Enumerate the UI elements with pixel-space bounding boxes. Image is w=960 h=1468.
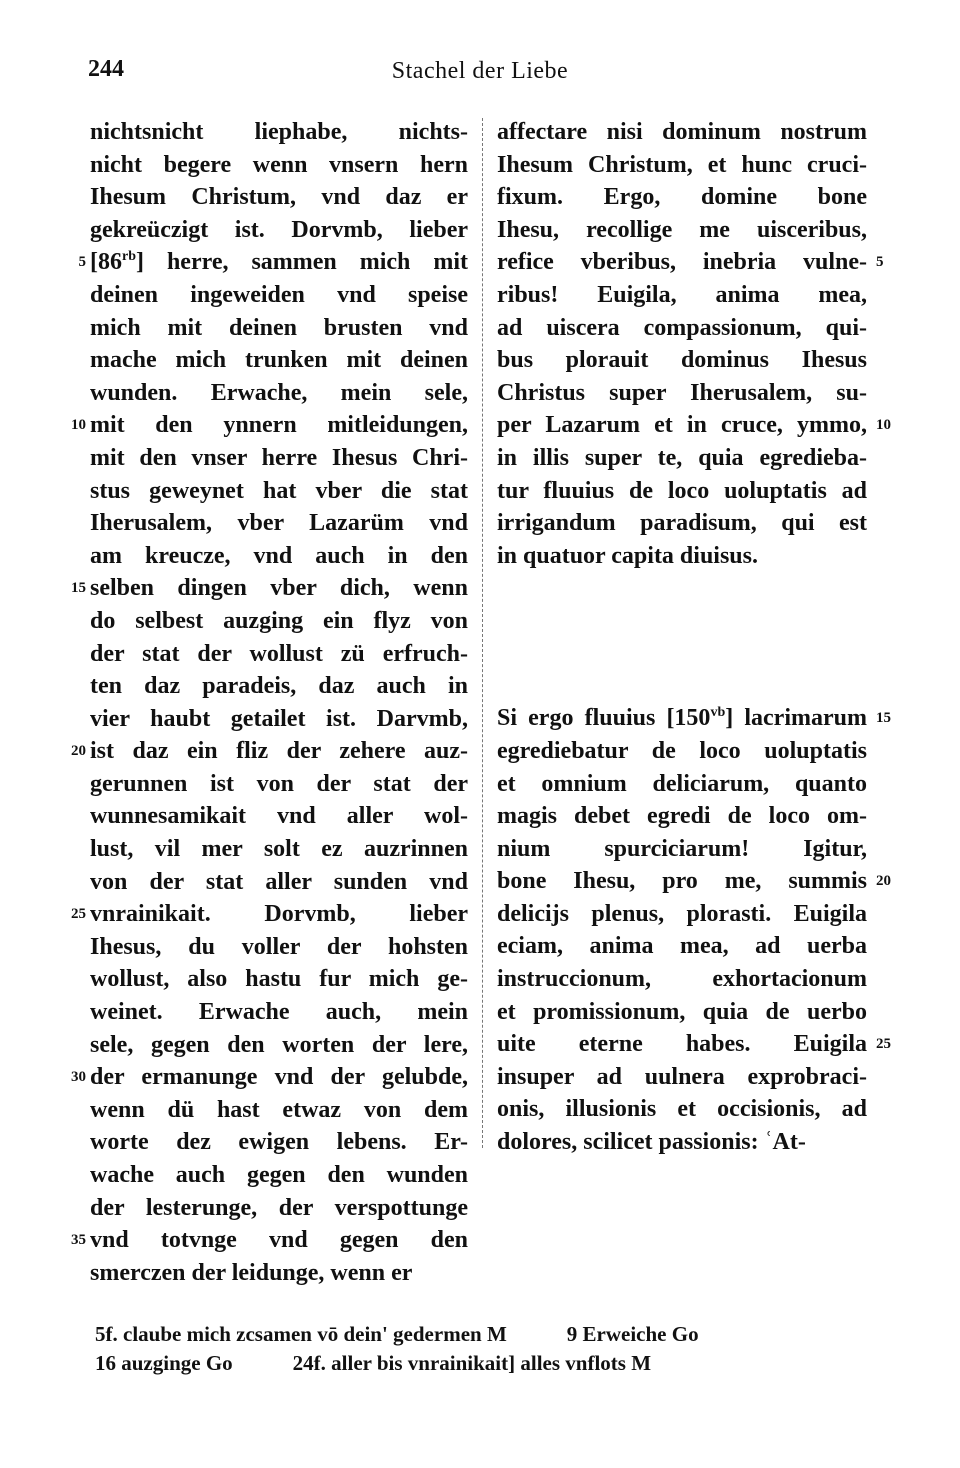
text-line: wollust, also hastu fur mich ge- (90, 966, 468, 993)
line-number: 15 (876, 710, 891, 726)
text-line: Ihesu, recollige me uisceribus, (497, 216, 867, 243)
footnote-entry: 5f. claube mich zcsamen vō dein' gedermen M (95, 1322, 507, 1346)
footnote-entry: 16 auzginge Go (95, 1351, 233, 1375)
line-number: 10 (876, 417, 891, 434)
text-line: smerczen der leidunge, wenn er (90, 1259, 413, 1286)
text-line: magis debet egredi de loco om- (497, 803, 867, 830)
text-line: Iherusalem, vber Lazarüm vnd (90, 510, 468, 537)
line-number: 5 (78, 254, 86, 271)
text-line: selben dingen vber dich, wenn (90, 575, 468, 602)
text-line: ribus! Euigila, anima mea, (497, 281, 867, 308)
text-line: dolores, scilicet passionis: ʿAt- (497, 1129, 806, 1156)
page-number: 244 (88, 56, 124, 82)
text-line: affectare nisi dominum nostrum (497, 119, 867, 145)
text-line: vnrainikait. Dorvmb, lieber (90, 901, 468, 928)
text-line: weinet. Erwache auch, mein (90, 999, 468, 1026)
text-line: refice vberibus, inebria vulne- (497, 249, 867, 276)
text-line: Ihesum Christum, vnd daz er (90, 184, 468, 211)
text-line: deinen ingeweiden vnd speise (90, 281, 468, 308)
text-line: bus plorauit dominus Ihesus (497, 347, 867, 374)
line-number: 35 (71, 1232, 86, 1249)
text-line: nichtsnicht liephabe, nichts- (90, 119, 468, 145)
text-line: wunden. Erwache, mein sele, (90, 379, 468, 406)
text-line: wenn dü hast etwaz von dem (90, 1096, 468, 1123)
text-line: mache mich trunken mit deinen (90, 347, 468, 374)
text-line: wunnesamikait vnd aller wol- (90, 803, 468, 830)
text-line: in illis super te, quia egredieba- (497, 444, 867, 471)
footnotes (95, 1320, 875, 1378)
text-line: et omnium deliciarum, quanto (497, 770, 867, 797)
text-line: Ihesum Christum, et hunc cruci- (497, 151, 867, 178)
text-line: der stat der wollust zü erfruch- (90, 640, 468, 667)
text-line: insuper ad uulnera exprobraci- (497, 1063, 867, 1090)
text-line: instruccionum, exhortacionum (497, 966, 867, 993)
text-line: von der stat aller sunden vnd (90, 868, 468, 895)
text-line: et promissionum, quia de uerbo (497, 998, 867, 1025)
text-line: ad uiscera compassionum, qui- (497, 314, 867, 341)
line-number: 15 (71, 580, 86, 597)
line-number: 25 (71, 906, 86, 923)
text-line: bone Ihesu, pro me, summis (497, 868, 867, 895)
text-line: $[86^{rb}]$ herre, sammen mich mit (90, 249, 468, 276)
text-line: delicijs plenus, plorasti. Euigila (497, 900, 867, 927)
footnote-entry: 24f. aller bis vnrainikait] alles vnflots M (292, 1351, 652, 1375)
text-line: Ihesus, du voller der hohsten (90, 933, 468, 960)
text-line: gekreüczigt ist. Dorvmb, lieber (90, 216, 468, 243)
column-divider (482, 118, 483, 1148)
text-line: fixum. Ergo, domine bone (497, 184, 867, 211)
text-line: eciam, anima mea, ad uerba (497, 933, 867, 960)
text-line: der lesterunge, der verspottunge (90, 1194, 468, 1221)
left-column (90, 116, 468, 1289)
line-number: 20 (71, 743, 86, 760)
text-line: irrigandum paradisum, qui est (497, 510, 867, 537)
line-number: 20 (876, 873, 891, 889)
text-line: ten daz paradeis, daz auch in (90, 673, 468, 700)
text-line: per Lazarum et in cruce, ymmo, (497, 412, 867, 439)
text-line: Si ergo fluuius $[150^{vb}]$ lacrimarum (497, 705, 867, 732)
text-line: do selbest auzging ein flyz von (90, 607, 468, 634)
text-line: nicht begere wenn vnsern hern (90, 151, 468, 178)
text-line: der ermanunge vnd der gelubde, (90, 1064, 468, 1091)
text-line: nium spurciciarum! Igitur, (497, 835, 867, 862)
text-line: mit den ynnern mitleidungen, (90, 412, 468, 439)
text-line: lust, vil mer solt ez auzrinnen (90, 836, 468, 863)
text-line: vier haubt getailet ist. Darvmb, (90, 705, 468, 732)
text-line: gerunnen ist von der stat der (90, 770, 468, 797)
right-column (497, 116, 867, 1159)
text-line: tur fluuius de loco uoluptatis ad (497, 477, 867, 504)
text-line: stus geweynet hat vber die stat (90, 477, 468, 504)
line-number: 10 (71, 417, 86, 434)
running-title: Stachel der Liebe (391, 58, 569, 84)
line-number: 30 (71, 1069, 86, 1086)
text-line: wache auch gegen den wunden (90, 1162, 468, 1188)
footnote-entry: 9 Erweiche Go (566, 1322, 699, 1346)
text-line: egrediebatur de loco uoluptatis (497, 737, 867, 764)
text-line: in quatuor capita diuisus. (497, 542, 758, 569)
text-line: ist daz ein fliz der zehere auz- (90, 738, 468, 765)
text-line: sele, gegen den worten der lere, (90, 1031, 468, 1058)
footnote-line (95, 1320, 875, 1349)
text-line: uite eterne habes. Euigila (497, 1031, 867, 1058)
text-line: worte dez ewigen lebens. Er- (90, 1129, 468, 1156)
text-line: onis, illusionis et occisionis, ad (497, 1096, 867, 1123)
paragraph-gap (497, 572, 867, 702)
text-line: mich mit deinen brusten vnd (90, 314, 468, 341)
line-number: 5 (876, 254, 884, 271)
text-line: mit den vnser herre Ihesus Chri- (90, 444, 468, 471)
text-line: am kreucze, vnd auch in den (90, 542, 468, 569)
footnote-line (95, 1349, 875, 1378)
text-line: Christus super Iherusalem, su- (497, 379, 867, 406)
line-number: 25 (876, 1036, 891, 1052)
text-line: vnd totvnge vnd gegen den (90, 1227, 468, 1254)
